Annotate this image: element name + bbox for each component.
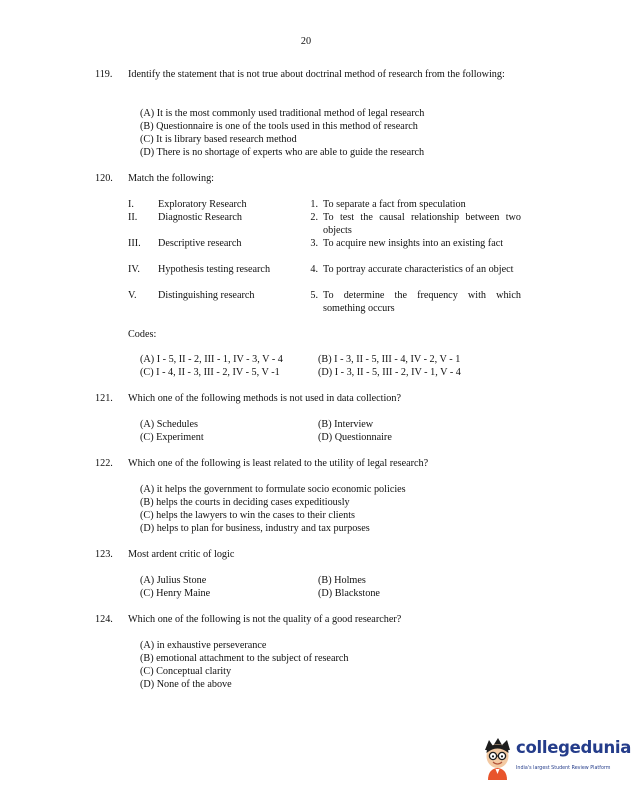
match-right-number: 1. xyxy=(310,199,318,210)
option-d: (D) I - 3, II - 5, III - 2, IV - 1, V - 4 xyxy=(318,367,461,378)
question-text: Match the following: xyxy=(128,173,215,184)
match-left-numeral: III. xyxy=(128,238,141,249)
match-left-item: Distinguishing research xyxy=(158,290,255,301)
match-right-number: 2. xyxy=(310,212,318,223)
option-b: (B) Interview xyxy=(318,419,374,430)
brand-name: collegedunia xyxy=(516,738,631,757)
match-left-item: Diagnostic Research xyxy=(158,212,243,223)
option-a: (A) it helps the government to formulate socio economic policies xyxy=(140,484,406,495)
match-left-numeral: I. xyxy=(128,199,134,210)
page-number: 20 xyxy=(300,36,312,47)
question-number: 119. xyxy=(95,69,113,80)
option-c: (C) Experiment xyxy=(140,432,204,443)
option-d: (D) None of the above xyxy=(140,679,232,690)
match-right-item: To separate a fact from speculation xyxy=(323,199,466,210)
codes-label: Codes: xyxy=(128,329,157,340)
match-right-number: 3. xyxy=(310,238,318,249)
question-text: Most ardent critic of logic xyxy=(128,549,235,560)
option-d: (D) There is no shortage of experts who are able to guide the research xyxy=(140,147,425,158)
option-b: (B) I - 3, II - 5, III - 4, IV - 2, V - 1 xyxy=(318,354,461,365)
question-text: Identify the statement that is not true about doctrinal method of research from the following: xyxy=(128,69,505,80)
question-number: 121. xyxy=(95,393,113,404)
match-left-item: Descriptive research xyxy=(158,238,242,249)
match-right-number: 4. xyxy=(310,264,318,275)
option-c: (C) Conceptual clarity xyxy=(140,666,232,677)
option-a: (A) Julius Stone xyxy=(140,575,207,586)
match-left-item: Hypothesis testing research xyxy=(158,264,271,275)
collegedunia-logo xyxy=(480,736,631,780)
option-a: (A) I - 5, II - 2, III - 1, IV - 3, V - 4 xyxy=(140,354,283,365)
question-text: Which one of the following is not the quality of a good researcher? xyxy=(128,614,402,625)
match-left-numeral: IV. xyxy=(128,264,140,275)
question-text: Which one of the following is least related to the utility of legal research? xyxy=(128,458,429,469)
option-b: (B) Holmes xyxy=(318,575,366,586)
match-left-numeral: V. xyxy=(128,290,137,301)
option-d: (D) Blackstone xyxy=(318,588,380,599)
option-d: (D) helps to plan for business, industry and tax purposes xyxy=(140,523,370,534)
brand-tagline: India's largest Student Review Platform xyxy=(516,766,611,771)
option-a: (A) Schedules xyxy=(140,419,198,430)
match-right-item: To portray accurate characteristics of an object xyxy=(323,264,514,275)
question-text: Which one of the following methods is not used in data collection? xyxy=(128,393,402,404)
match-left-numeral: II. xyxy=(128,212,138,223)
question-number: 120. xyxy=(95,173,113,184)
option-b: (B) Questionnaire is one of the tools used in this method of research xyxy=(140,121,418,132)
match-right-item: To acquire new insights into an existing fact xyxy=(323,238,504,249)
match-right-item: To determine the frequency with which something occurs xyxy=(323,290,521,314)
option-b: (B) emotional attachment to the subject of research xyxy=(140,653,349,664)
match-left-item: Exploratory Research xyxy=(158,199,247,210)
option-a: (A) in exhaustive perseverance xyxy=(140,640,267,651)
option-c: (C) I - 4, II - 3, III - 2, IV - 5, V -1 xyxy=(140,367,280,378)
option-d: (D) Questionnaire xyxy=(318,432,392,443)
question-number: 123. xyxy=(95,549,113,560)
student-mascot-icon xyxy=(480,736,516,780)
question-number: 122. xyxy=(95,458,113,469)
option-c: (C) It is library based research method xyxy=(140,134,297,145)
option-c: (C) helps the lawyers to win the cases to their clients xyxy=(140,510,356,521)
option-a: (A) It is the most commonly used traditional method of legal research xyxy=(140,108,425,119)
match-right-number: 5. xyxy=(310,290,318,301)
question-number: 124. xyxy=(95,614,113,625)
option-b: (B) helps the courts in deciding cases expeditiously xyxy=(140,497,350,508)
match-right-item: To test the causal relationship between two objects xyxy=(323,212,521,236)
option-c: (C) Henry Maine xyxy=(140,588,211,599)
